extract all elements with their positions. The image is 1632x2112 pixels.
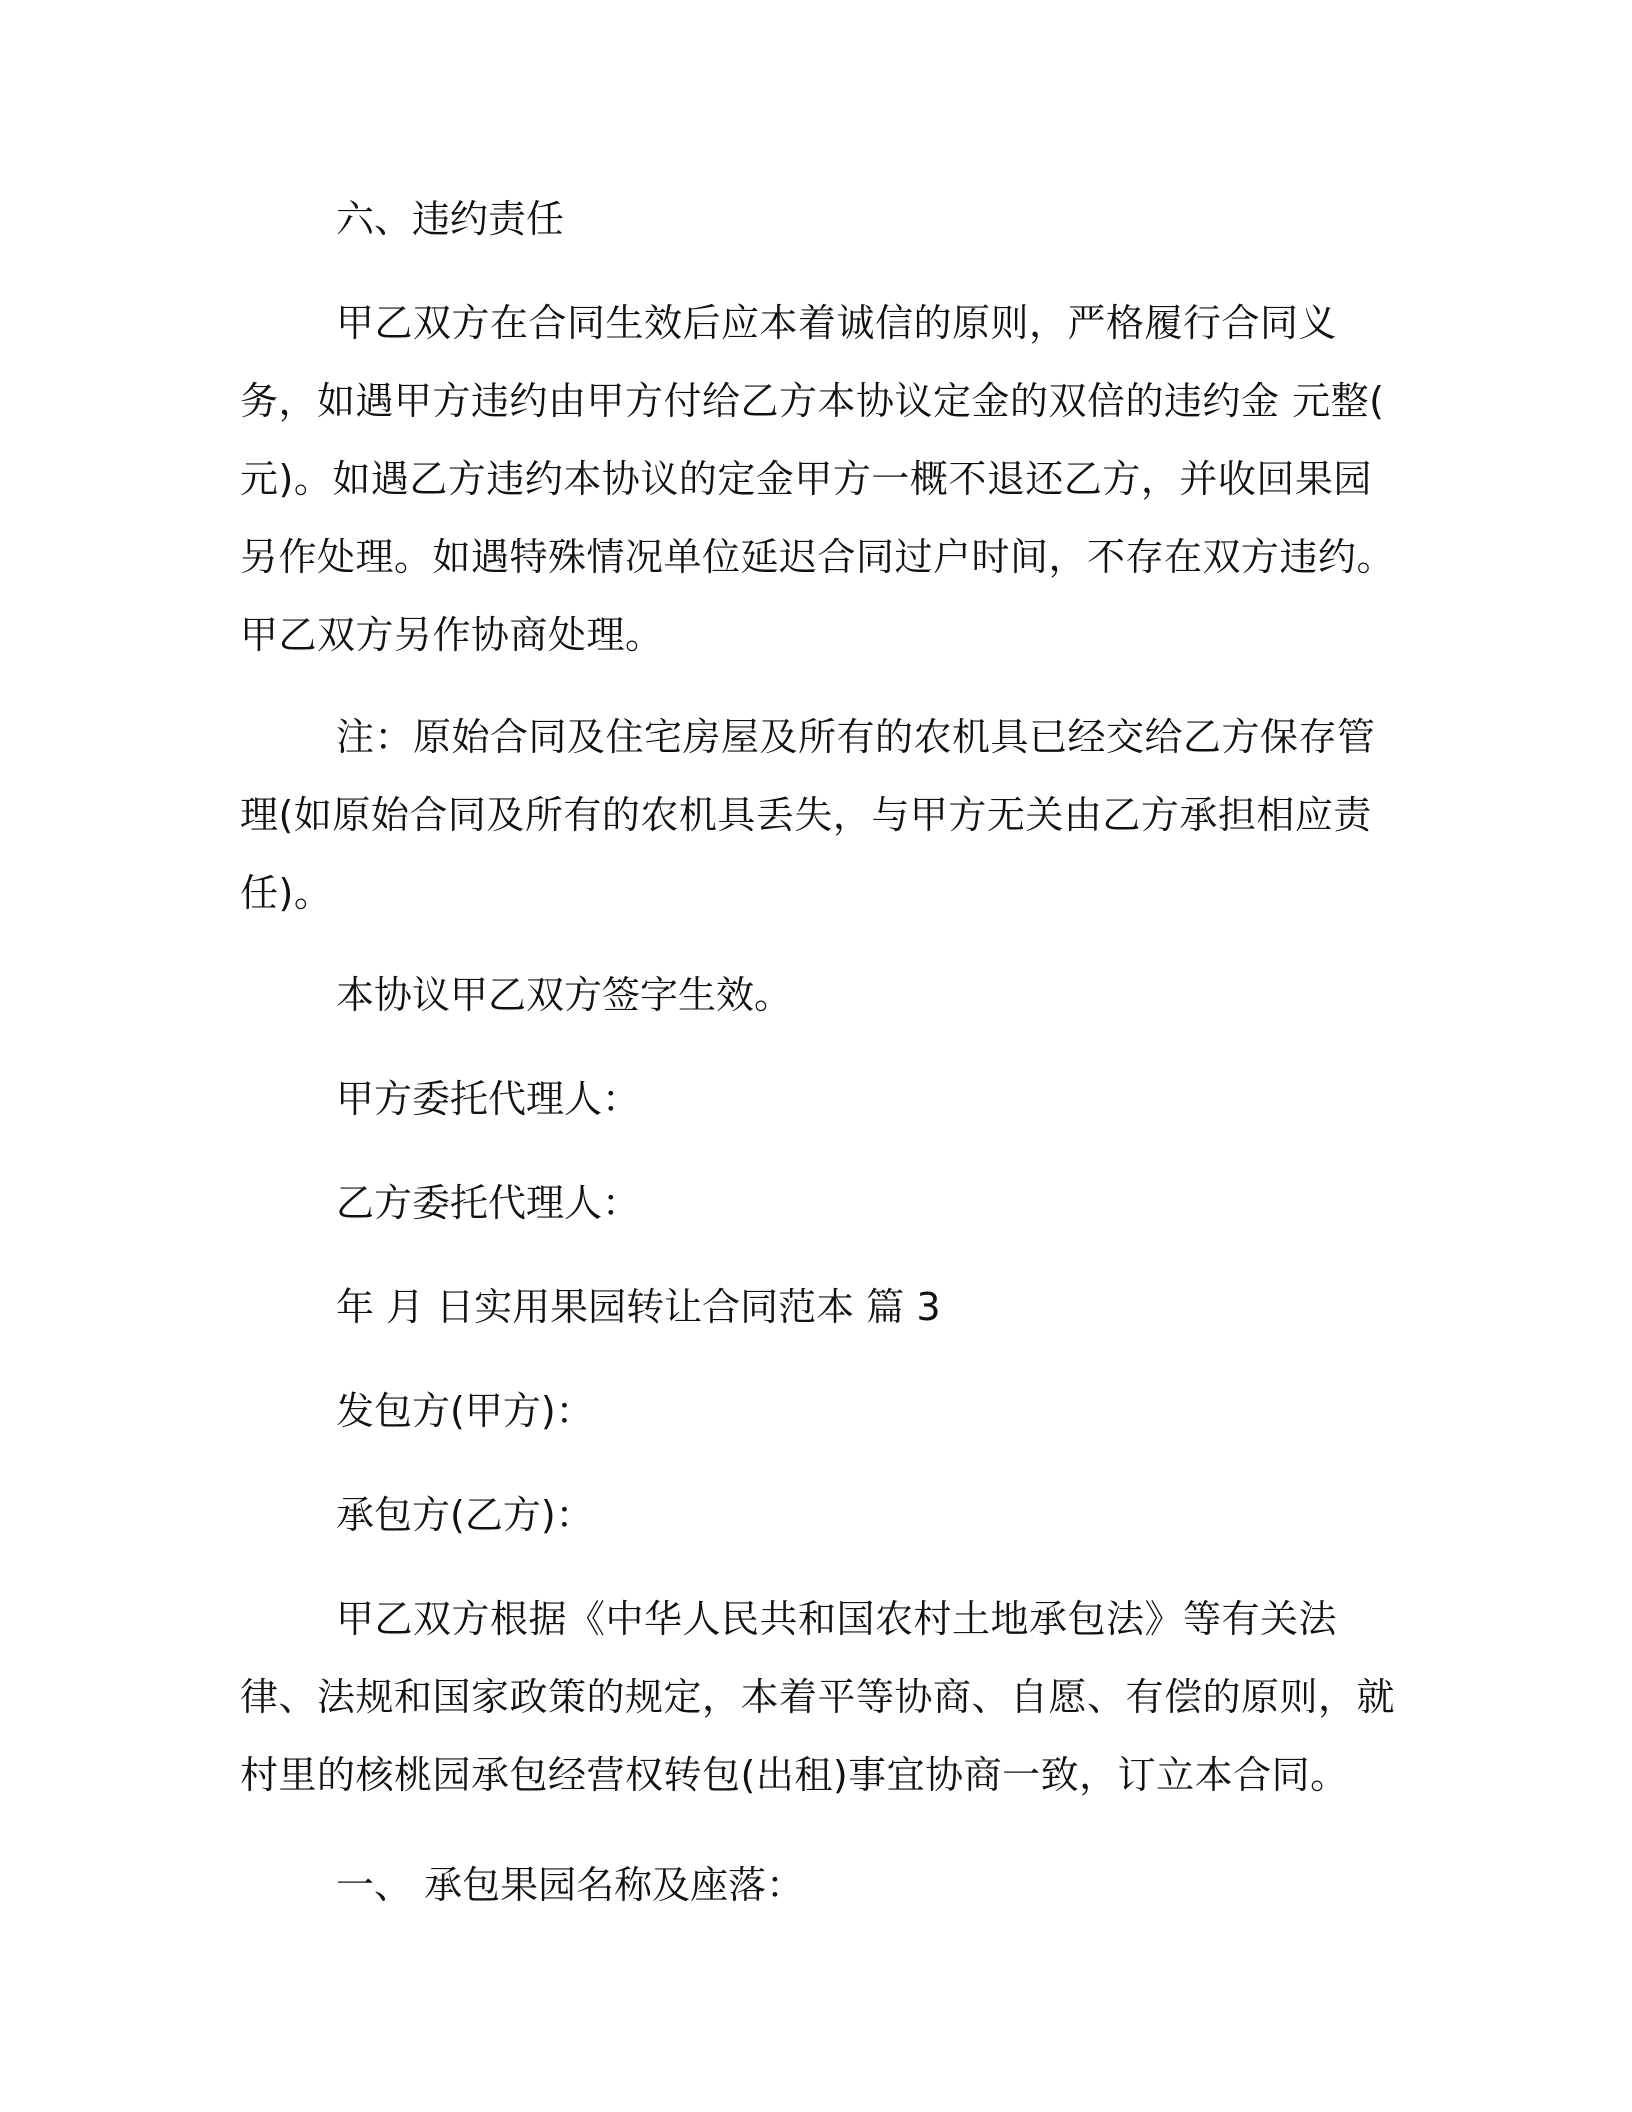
contracting-party-b-line: 承包方(乙方)： bbox=[336, 1493, 594, 1537]
party-a-agent-line: 甲方委托代理人： bbox=[336, 1077, 641, 1121]
contracting-party-a-line: 发包方(甲方)： bbox=[336, 1389, 594, 1433]
document-body bbox=[240, 180, 1400, 1924]
note-paragraph: 注：原始合同及住宅房屋及所有的农机具已经交给乙方保存管理(如原始合同及所有的农机具丢失，与甲方无关由乙方承担相应责任)。 bbox=[240, 715, 1376, 915]
section-heading-breach: 六、违约责任 bbox=[336, 197, 565, 241]
effective-statement: 本协议甲乙双方签字生效。 bbox=[336, 973, 793, 1017]
breach-paragraph: 甲乙双方在合同生效后应本着诚信的原则，严格履行合同义务，如遇甲方违约由甲方付给乙方本协议定金的双倍的违约金 元整( 元)。如遇乙方违约本协议的定金甲方一概不退还乙方，并收回果园另作处理。如遇特殊情况单位延迟合同过户时间，不存在双方违约。甲乙双方另作协商处理。 bbox=[240, 301, 1396, 657]
party-b-agent-line: 乙方委托代理人： bbox=[336, 1181, 641, 1225]
date-and-contract-title: 年 月 日实用果园转让合同范本 篇 3 bbox=[336, 1285, 941, 1329]
section-heading-orchard-location: 一、 承包果园名称及座落： bbox=[336, 1863, 805, 1907]
legal-basis-paragraph: 甲乙双方根据《中华人民共和国农村土地承包法》等有关法律、法规和国家政策的规定，本着平等协商、自愿、有偿的原则，就 村里的核桃园承包经营权转包(出租)事宜协商一致，订立本合同。 bbox=[240, 1597, 1396, 1797]
